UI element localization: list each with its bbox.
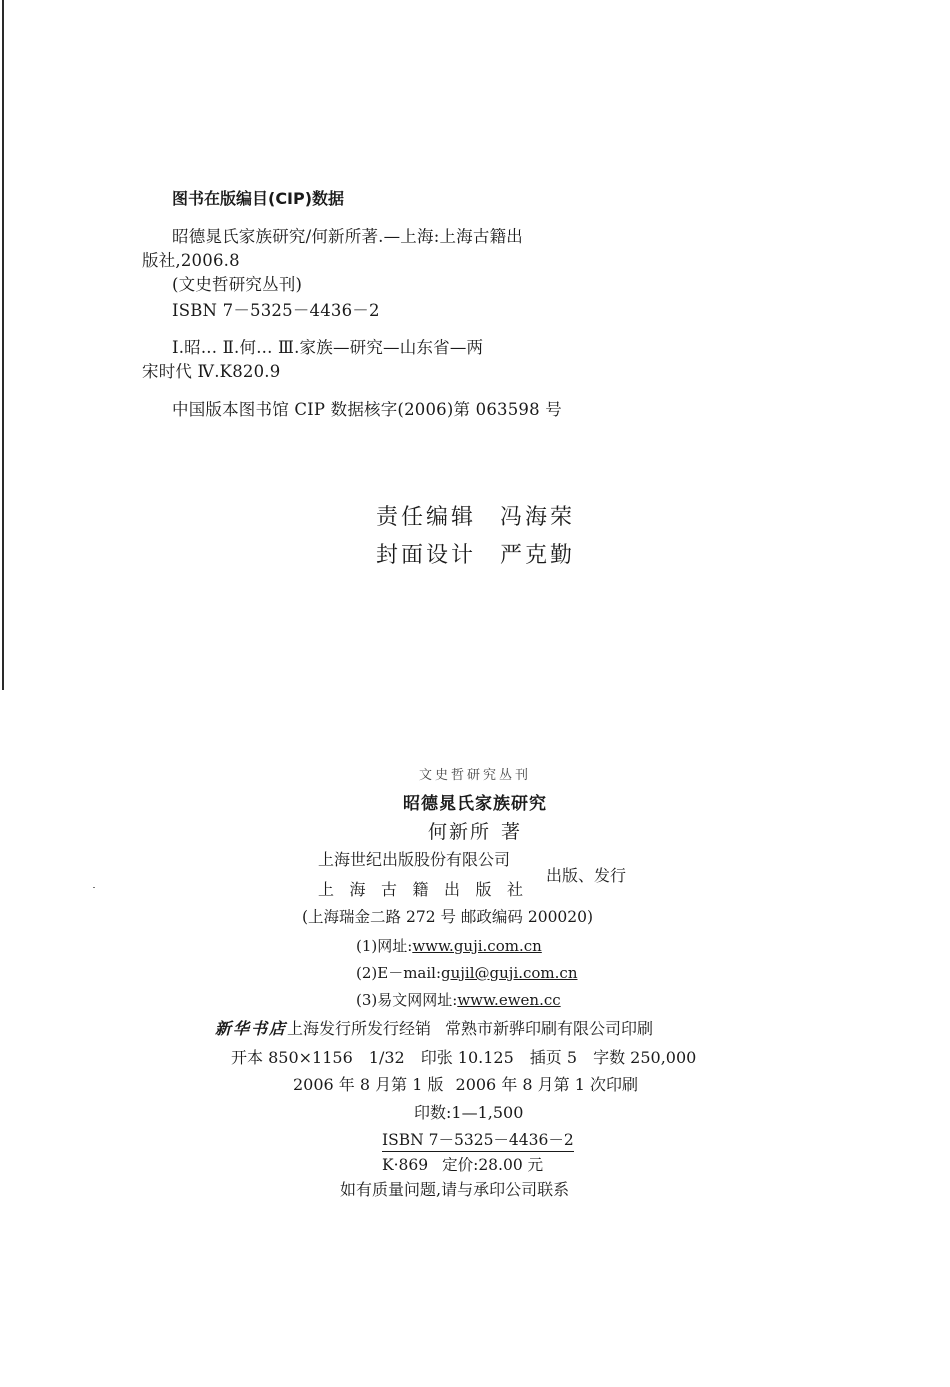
email-line <box>356 962 578 983</box>
spec-line <box>231 1045 696 1068</box>
ewen-label: (3)易文网网址: <box>356 991 458 1009</box>
cip-record-number: 中国版本图书馆 CIP 数据核字(2006)第 063598 号 <box>172 400 562 419</box>
xinhua-bookstore-logo: 新华书店 <box>215 1019 288 1038</box>
cip-series-line: (文史哲研究丛刊) <box>172 275 303 294</box>
cip-title-line: 昭德晁氏家族研究/何新所著.—上海:上海古籍出 <box>172 227 523 246</box>
publisher-press: 上海古籍出版社 <box>318 880 539 899</box>
edition-line <box>293 1072 638 1095</box>
price: 定价:28.00 元 <box>442 1156 544 1174</box>
ewen-link[interactable]: www.ewen.cc <box>457 991 561 1009</box>
website-link[interactable]: www.guji.com.cn <box>412 937 542 955</box>
class-code: K·869 <box>382 1156 429 1174</box>
ewen-line <box>356 989 561 1010</box>
word-count: 字数 250,000 <box>593 1048 697 1067</box>
responsible-editor <box>376 500 575 531</box>
cover-designer <box>376 538 575 569</box>
email-link[interactable]: gujil@guji.com.cn <box>441 964 578 982</box>
plates: 插页 5 <box>529 1048 578 1067</box>
website-line <box>356 935 542 956</box>
sheets: 印张 10.125 <box>420 1048 514 1067</box>
cover-label: 封面设计 <box>376 543 477 568</box>
page-edge-line <box>2 0 4 690</box>
distributor: 上海发行所发行经销 <box>287 1019 432 1038</box>
author-role: 著 <box>501 821 523 843</box>
author-name: 何新所 <box>427 821 491 843</box>
quality-notice: 如有质量问题,请与承印公司联系 <box>340 1180 570 1199</box>
publisher-suffix: 出版、发行 <box>546 866 627 885</box>
isbn: ISBN 7－5325－4436－2 <box>382 1128 574 1152</box>
editor-label: 责任编辑 <box>376 505 477 530</box>
publisher-group: 上海世纪出版股份有限公司 <box>318 850 511 869</box>
cip-classification-line: 宋时代 Ⅳ.K820.9 <box>142 362 281 381</box>
series-name: 文史哲研究丛刊 <box>418 768 531 783</box>
website-label: (1)网址: <box>356 937 413 955</box>
publisher-address: (上海瑞金二路 272 号 邮政编码 200020) <box>302 908 594 926</box>
scan-speck <box>93 887 95 888</box>
cover-name: 严克勤 <box>500 543 576 568</box>
cip-subject-line: Ⅰ.昭... Ⅱ.何... Ⅲ.家族—研究—山东省—两 <box>172 338 484 357</box>
isbn-price-box <box>382 1128 574 1175</box>
printer: 常熟市新骅印刷有限公司印刷 <box>445 1019 654 1038</box>
printing: 2006 年 8 月第 1 次印刷 <box>455 1075 639 1094</box>
format-size: 1/32 <box>368 1048 405 1067</box>
editor-name: 冯海荣 <box>500 505 576 530</box>
print-run: 印数:1—1,500 <box>414 1103 524 1122</box>
cip-isbn-line: ISBN 7－5325－4436－2 <box>172 301 380 320</box>
format: 开本 850×1156 <box>231 1048 353 1067</box>
email-label: (2)E－mail: <box>356 964 442 982</box>
edition: 2006 年 8 月第 1 版 <box>293 1075 444 1094</box>
book-title: 昭德晁氏家族研究 <box>403 794 547 814</box>
distribution-line <box>215 1016 653 1039</box>
author-line <box>0 817 950 844</box>
cip-publisher-line: 版社,2006.8 <box>142 251 240 270</box>
cip-heading: 图书在版编目(CIP)数据 <box>172 189 345 208</box>
price-line <box>382 1152 574 1175</box>
